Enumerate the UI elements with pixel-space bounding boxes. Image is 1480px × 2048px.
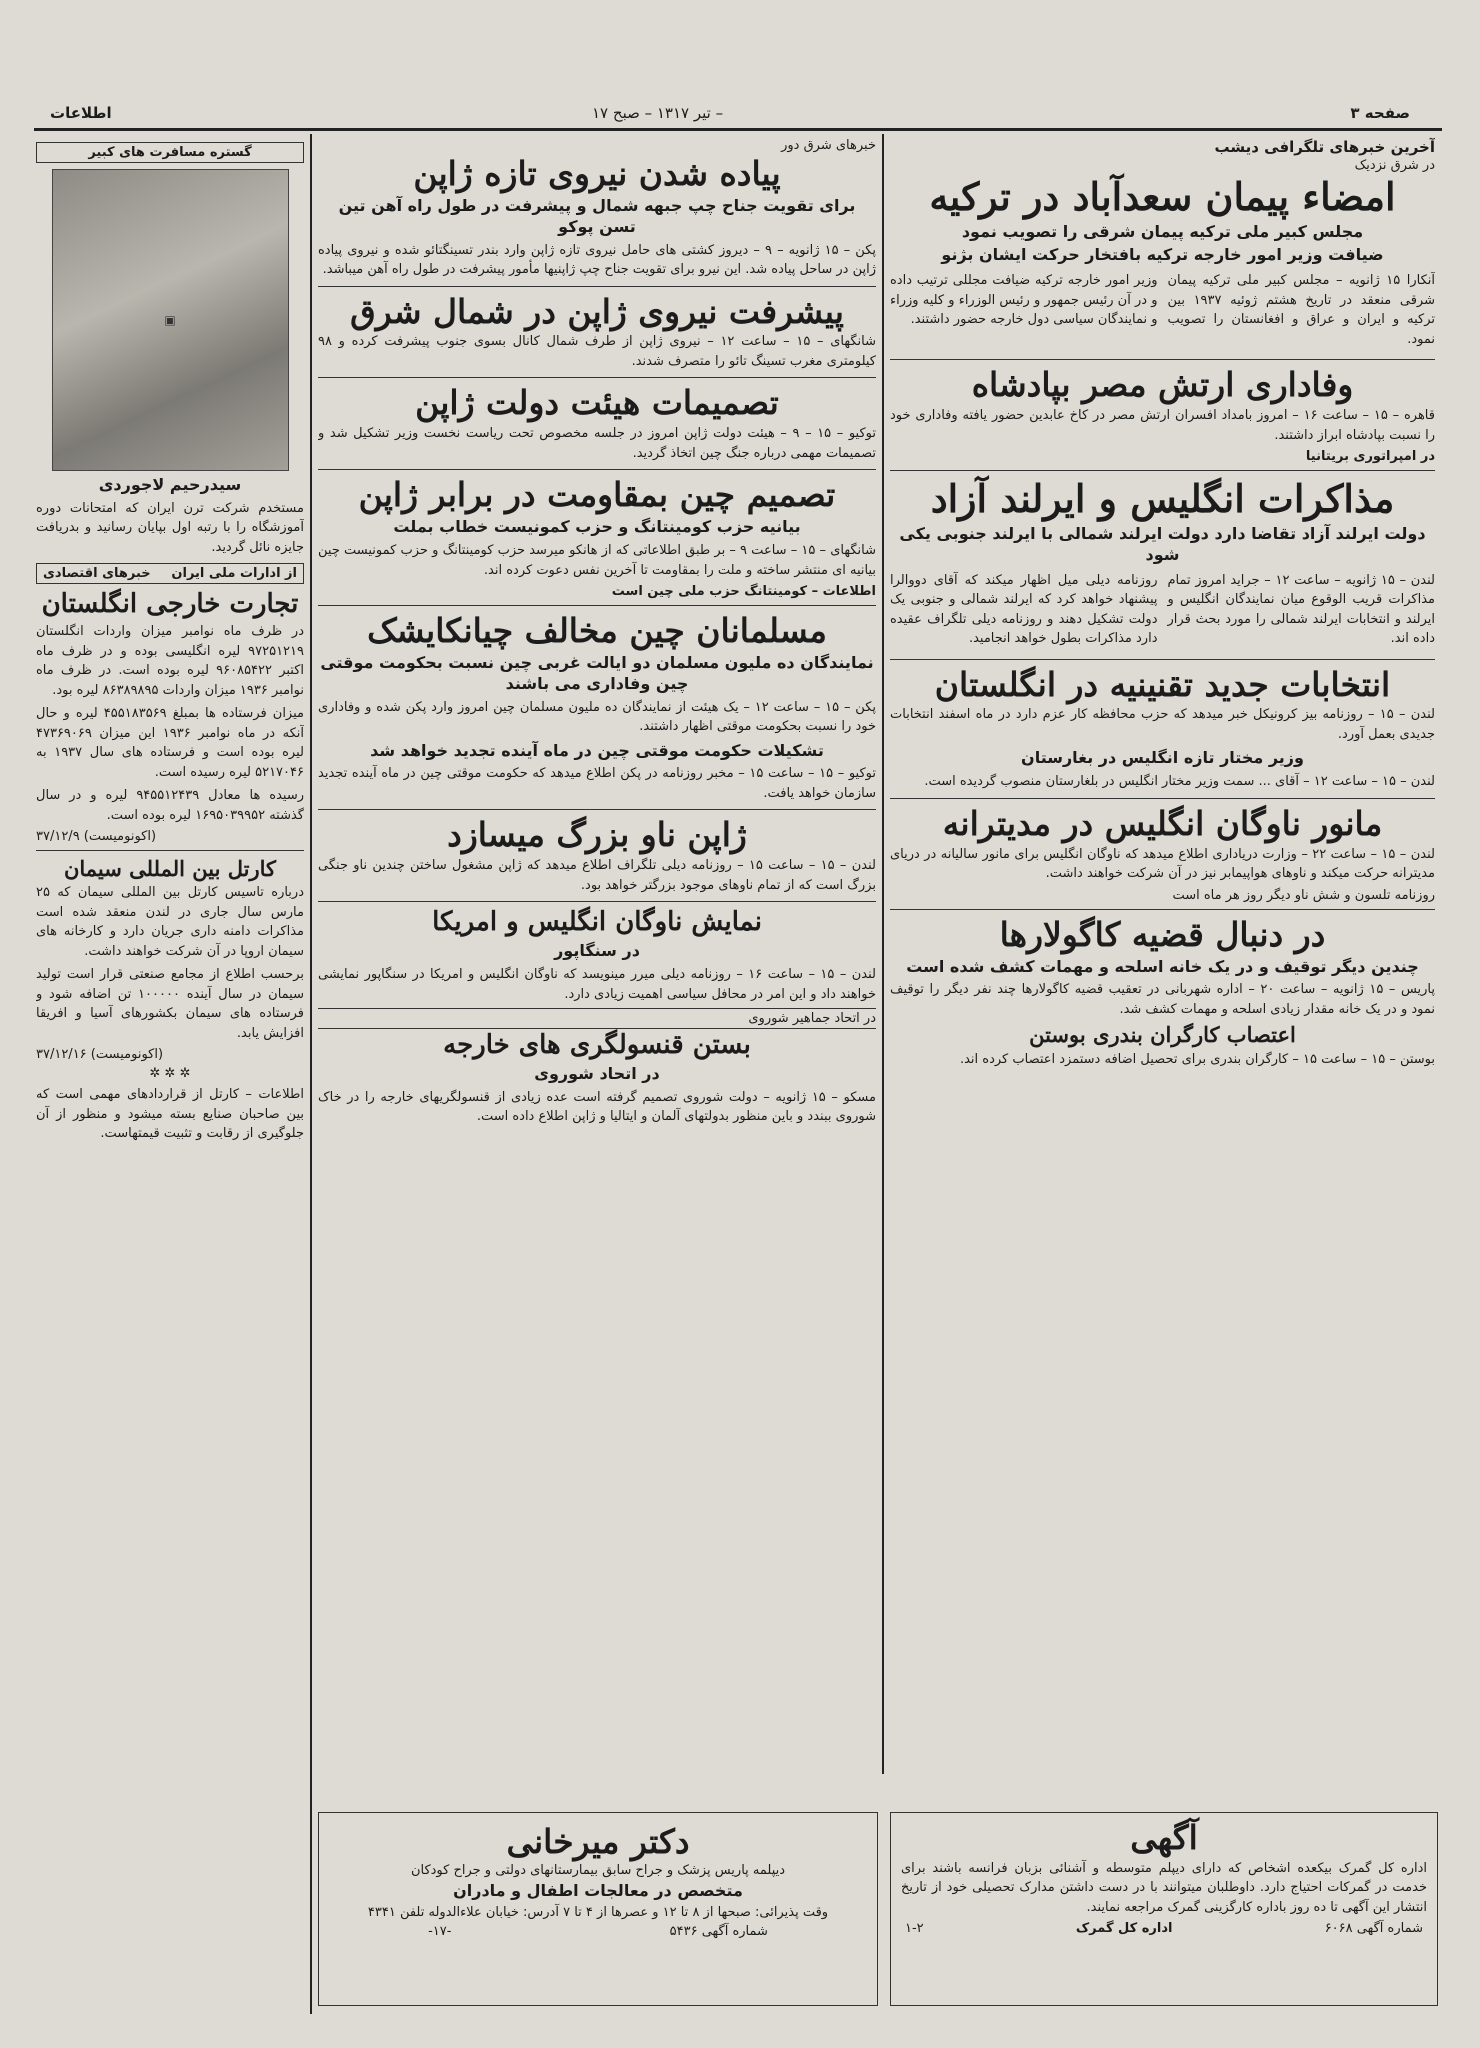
ad-doctor-footer bbox=[319, 1924, 877, 1939]
paragraph: پاریس – ۱۵ ژانویه – ساعت ۲۰ – اداره شهربانی در تعقیب قضیه کاگولارها چند نفر دیگر را توقیف نمود و در یک خانه مقدار زیادی اسلحه و مهمات کشف شد. bbox=[890, 982, 1435, 1017]
section-kicker: در امپراتوری بریتانیا bbox=[1305, 449, 1435, 465]
editor-note: اطلاعات – کومینتانگ حزب ملی چین است bbox=[611, 584, 876, 600]
divider bbox=[890, 470, 1435, 471]
feature-box-title bbox=[36, 142, 304, 163]
headline-japan-landing: پیاده شدن نیروی تازه ژاپن bbox=[413, 154, 781, 193]
top-line: آخرین خبرهای تلگرافی دیشب bbox=[1214, 138, 1435, 156]
paragraph: پکن – ۱۵ ژانویه – ۹ – دیروز کشتی های حامل نیروی تازه ژاپن وارد بندر تسینگتائو شده و نیروی پیاده ژاپن در ساحل پیاده شد. این نیرو برای تقویت جناح چپ ژاپنیها مأمور پیشرفت در طول راه آهن میباشد. bbox=[318, 242, 876, 278]
subhead-saadabad-1: مجلس کبیر ملی ترکیه پیمان شرقی را تصویب نمود bbox=[961, 221, 1364, 241]
subhead-saadabad-2: ضیافت وزیر امور خارجه ترکیه بافتخار حرکت ایشان بژنو bbox=[941, 245, 1384, 265]
feature-box-label: گستره مسافرت های کبیر bbox=[88, 145, 252, 160]
headline-ireland: مذاکرات انگلیس و ایرلند آزاد bbox=[930, 476, 1395, 522]
headline-uk-elections: انتخابات جدید تقنینیه در انگلستان bbox=[934, 664, 1391, 704]
portrait-photo bbox=[52, 169, 289, 471]
ad-customs-body: اداره کل گمرک بیکعده اشخاص که دارای دیپلم متوسطه و آشنائی بزبان فرانسه باشند برای خدمت در گمرکات احتیاج دارد. داوطلبان میتوانند با در دست داشتن مدارک تحصیلی خود از تاریخ انتشار این آگهی تا ده روز باداره کارگزینی گمرک مراجعه نمایند. bbox=[901, 1860, 1427, 1915]
paragraph: روزنامه دیلی میل اظهار میکند که آقای دووالرا پیشنهاد خواهد کرد که ایرلند شمالی و جنوبی یک دولت تشکیل دهند و روزنامه دیلی تلگراف عقیده دارد مذاکرات بطول خواهد انجامید. bbox=[890, 572, 1158, 646]
right-column bbox=[890, 136, 1435, 1766]
ad-number: شماره آگهی ۶۰۶۸ bbox=[1324, 1921, 1423, 1937]
paragraph: بوستن – ۱۵ – ساعت ۱۵ – کارگران بندری برای تحصیل اضافه دستمزد اعتصاب کرده اند. bbox=[959, 1051, 1435, 1067]
divider bbox=[318, 809, 876, 810]
divider bbox=[318, 605, 876, 606]
paragraph: لندن – ۱۵ – ساعت ۱۶ – روزنامه دیلی میرر مینویسد که ناوگان انگلیس و امریکا در سنگاپور نمایشی خواهند داد و این امر در محافل سیاسی اهمیت زیادی دارد. bbox=[318, 967, 876, 1002]
ad-doctor-line2: متخصص در معالجات اطفال و مادران bbox=[453, 1880, 743, 1900]
paragraph: توکیو – ۱۵ – ساعت ۱۵ – مخبر روزنامه در پکن اطلاع میدهد که حکومت موقتی چین در ماه آینده تجدید سازمان خواهد یافت. bbox=[318, 766, 876, 801]
column-rule-left bbox=[310, 134, 312, 2014]
divider bbox=[318, 377, 876, 378]
left-column bbox=[36, 136, 304, 2006]
subhead-china-muslims: نمایندگان ده ملیون مسلمان دو ایالت غربی چین نسبت بحکومت موقتی چین وفاداری می باشند bbox=[320, 653, 874, 693]
header-rule bbox=[34, 128, 1442, 131]
headline-japan-northeast: پیشرفت نیروی ژاپن در شمال شرق bbox=[350, 291, 844, 331]
divider bbox=[318, 901, 876, 902]
headline-saadabad: امضاء پیمان سعدآباد در ترکیه bbox=[929, 174, 1396, 219]
headline-japan-ship: ژاپن ناو بزرگ میسازد bbox=[447, 815, 747, 855]
page-number-label: صفحه ۳ bbox=[1350, 104, 1410, 122]
paragraph: مستخدم شرکت ترن ایران که امتحانات دوره آموزشگاه را با رتبه اول بپایان رسانید و بدریافت جایزه نائل گردید. bbox=[36, 500, 304, 555]
paragraph: میزان فرستاده ها بمبلغ ۴۵۵۱۸۳۵۶۹ لیره و حال آنکه در ماه نوامبر ۱۹۳۶ این میزان ۴۷۳۶۹۰۶۹ لیره بوده است و فرستاده های سال ۱۹۳۷ به ۵۲۱۷۰۴۶ لیره رسیده است. bbox=[36, 706, 304, 780]
paragraph: شانگهای – ۱۵ – ساعت ۱۲ – نیروی ژاپن از طرف شمال کانال بسوی جنوب پیشرفت کرده و ۹۸ کیلومتری مغرب تسینگ تائو را متصرف شدند. bbox=[318, 334, 876, 369]
subhead-consulates: در اتحاد شوروی bbox=[534, 1063, 660, 1083]
ad-doctor bbox=[318, 1812, 878, 2006]
paragraph: رسیده ها معادل ۹۴۵۵۱۲۴۳۹ لیره و در سال گذشته ۱۶۹۵۰۳۹۹۵۲ لیره بوده است. bbox=[36, 788, 304, 823]
headline-china-resistance: تصمیم چین بمقاومت در برابر ژاپن bbox=[358, 475, 836, 515]
source-note: (اکونومیست) ۳۷/۱۲/۹ bbox=[36, 829, 157, 845]
ad-customs-title: آگهی bbox=[1130, 1818, 1198, 1857]
star-ornament-icon: ✲ ✲ ✲ bbox=[149, 1066, 191, 1082]
divider bbox=[890, 659, 1435, 660]
paragraph: توکیو – ۱۵ – ۹ – هیئت دولت ژاپن امروز در جلسه مخصوص تحت ریاست نخست وزیر تشکیل شد و تصمیمات مهمی درباره جنگ چین اتخاذ گردید. bbox=[318, 426, 876, 461]
subhead-ireland: دولت ایرلند آزاد تقاضا دارد دولت ایرلند شمالی با ایرلند جنوبی یکی شود bbox=[899, 523, 1426, 564]
ad-doctor-line3: وقت پذیرائی: صبحها از ۸ تا ۱۲ و عصرها از ۴ تا ۷ آدرس: خیابان علاءالدوله تلفن ۴۳۴۱ bbox=[367, 1904, 829, 1920]
paragraph: برحسب اطلاع از مجامع صنعتی قرار است تولید سیمان در سال آینده ۱۰۰۰۰۰ تن اضافه شود و فرستاده های سیمان بکشورهای آسیا و افریقا افزایش یابد. bbox=[36, 967, 304, 1041]
subhead-provisional-govt: تشکیلات حکومت موقتی چین در ماه آینده تجدید خواهد شد bbox=[370, 740, 824, 760]
paper-name: اطلاعات bbox=[50, 104, 112, 122]
subhead-bulgaria: وزیر مختار تازه انگلیس در بغارستان bbox=[1021, 748, 1304, 768]
page-header bbox=[32, 104, 1440, 126]
headline-cement-cartel: کارتل بین المللی سیمان bbox=[63, 856, 277, 882]
right-kicker: در شرق نزدیک bbox=[1354, 158, 1435, 173]
headline-egypt-army: وفاداری ارتش مصر بپادشاه bbox=[971, 365, 1354, 405]
section-kicker-ussr: در اتحاد جماهیر شوروی bbox=[318, 1008, 876, 1029]
paragraph: روزنامه تلسون و شش ناو دیگر روز هر ماه است bbox=[1172, 887, 1435, 903]
paragraph: لندن – ۱۵ – ساعت ۲۲ – وزارت دریاداری اطلاع میدهد که ناوگان انگلیس برای مانور سالیانه در دریای مدیترانه حرکت میکند و ناوهای هواپیمابر نیز در آن شرکت خواهند داشت. bbox=[890, 846, 1435, 882]
subhead-cagoulards: چندین دیگر توقیف و در یک خانه اسلحه و مهمات کشف شده است bbox=[906, 956, 1419, 976]
headline-consulates: بستن قنسولگری های خارجه bbox=[443, 1030, 751, 1061]
paragraph: مسکو – ۱۵ ژانویه – دولت شوروی تصمیم گرفته است عده زیادی از قنسولگریهای خارجه را در خاک شوروی ببندد و باین منظور بدولتهای آلمان و ایتالیا و ژاپن اطلاع داده است. bbox=[318, 1089, 876, 1125]
paragraph: آنکارا ۱۵ ژانویه – مجلس کبیر ملی ترکیه پیمان شرقی منعقد در تاریخ هشتم ژوئیه ۱۹۳۷ بین ترکیه و ایران و عراق و افغانستان را تصویب نمود. bbox=[1167, 273, 1435, 347]
paragraph: لندن – ۱۵ – ساعت ۱۲ – آقای ... سمت وزیر مختار انگلیس در بلغارستان منصوب گردیده است. bbox=[924, 774, 1435, 790]
box-right-label: از ادارات ملی ایران bbox=[171, 566, 297, 582]
header-date: ۱۷ تیر ۱۳۱۷ – صبح – bbox=[592, 104, 724, 122]
subhead-japan-landing: برای تقویت جناح چپ جبهه شمال و پیشرفت در طول راه آهن تین تسن پوکو bbox=[338, 195, 856, 236]
divider bbox=[318, 469, 876, 470]
divider bbox=[890, 359, 1435, 360]
headline-mediterranean: مانور ناوگان انگلیس در مدیترانه bbox=[942, 803, 1383, 843]
ad-number: شماره آگهی ۵۴۳۶ bbox=[669, 1923, 768, 1939]
headline-fleet-show: نمایش ناوگان انگلیس و امریکا bbox=[432, 907, 762, 938]
middle-column bbox=[318, 136, 876, 1801]
paragraph: پکن – ۱۵ – ساعت ۱۲ – یک هیئت از نمایندگان ده ملیون مسلمان چین امروز وارد پکن شده و وفاداری خود را نسبت بحکومت موقتی اظهار داشتند. bbox=[318, 699, 876, 735]
divider bbox=[318, 286, 876, 287]
ad-issuer: اداره کل گمرک bbox=[1075, 1921, 1173, 1937]
paragraph: قاهره – ۱۵ – ساعت ۱۶ – امروز بامداد افسران ارتش مصر در کاخ عابدین حضور یافته وفاداری خود را نسبت بپادشاه ابراز داشتند. bbox=[890, 408, 1435, 443]
ad-doctor-title: دکتر میرخانی bbox=[506, 1822, 690, 1861]
headline-boston-strike: اعتصاب کارگران بندری بوستن bbox=[1029, 1022, 1296, 1048]
paragraph: لندن – ۱۵ – روزنامه بیز کرونیکل خبر میدهد که حزب محافظه کار عزم دارد در ماه اسفند انتخابات جدیدی بعمل آورد. bbox=[890, 707, 1435, 742]
paragraph: لندن – ۱۵ – ساعت ۱۵ – روزنامه دیلی تلگراف اطلاع میدهد که ژاپن مشغول ساختن چندین ناو جنگی بزرگ است که از تمام ناوهای موجود بزرگتر خواهد بود. bbox=[318, 858, 876, 893]
headline-uk-trade: تجارت خارجی انگلستان bbox=[41, 589, 299, 620]
paragraph: در ظرف ماه نوامبر میزان واردات انگلستان ۹۷۲۵۱۲۱۹ لیره انگلیسی بوده و در ظرف ماه اکتبر ۹۶۰۸۵۴۲۲ لیره بوده است. در ظرف ماه نوامبر ۱۹۳۶ میزان واردات ۸۶۳۸۹۸۹۵ لیره بود. bbox=[36, 624, 304, 698]
subhead-china-resistance: بیانیه حزب کومینتانگ و حزب کمونیست خطاب بملت bbox=[393, 517, 801, 537]
page-number: -۱۷- bbox=[428, 1923, 452, 1939]
paragraph: درباره تاسیس کارتل بین المللی سیمان که ۲۵ مارس سال جاری در لندن منعقد شده است مذاکرات دامنه داری جریان دارد و کارخانه های سیمان اروپا در آن شرکت خواهند داشت. bbox=[36, 885, 304, 959]
photo-caption: سیدرحیم لاجوردی bbox=[98, 475, 242, 494]
ad-customs bbox=[890, 1812, 1438, 2006]
divider bbox=[890, 909, 1435, 910]
middle-kicker: خبرهای شرق دور bbox=[781, 138, 876, 153]
column-rule-right bbox=[882, 134, 884, 1774]
headline-cagoulards: در دنبال قضیه کاگولارها bbox=[999, 914, 1326, 954]
ireland-body bbox=[890, 569, 1435, 653]
section-box-economic bbox=[36, 563, 304, 584]
paragraph: شانگهای – ۱۵ – ساعت ۹ – بر طبق اطلاعاتی که از هانکو میرسد حزب کومینتانگ و حزب کمونیست چین بیانیه ای منتشر ساخته و ملت را بمقاومت تا آخرین نفس دعوت کرده اند. bbox=[318, 543, 876, 578]
ad-doctor-line1: دیپلمه پاریس پزشک و جراح سابق بیمارستانهای دولتی و جراح کودکان bbox=[410, 1862, 786, 1878]
headline-china-muslims: مسلمانان چین مخالف چیانکایشک bbox=[367, 611, 827, 651]
divider bbox=[36, 850, 304, 851]
box-left-label: خبرهای اقتصادی bbox=[43, 566, 151, 582]
ad-code: ۱-۲ bbox=[905, 1921, 924, 1937]
source-note: (اکونومیست) ۳۷/۱۲/۱۶ bbox=[36, 1047, 164, 1063]
paragraph: وزیر امور خارجه ترکیه ضیافت مجللی ترتیب داده و در آن رئیس جمهور و رئیس الوزراء و کلیه وزراء و نمایندگان سیاسی دول خارجه حضور داشتند. bbox=[890, 273, 1158, 328]
saadabad-body bbox=[890, 269, 1435, 353]
paragraph: اطلاعات – کارتل از قراردادهای مهمی است که بین صاحبان صنایع بسته میشود و منظور از آن جلوگیری از رقابت و تثبیت قیمتهاست. bbox=[36, 1087, 304, 1142]
ad-customs-footer bbox=[891, 1921, 1437, 1936]
subhead-singapore: در سنگاپور bbox=[554, 941, 640, 961]
photo-placeholder-icon: ▣ bbox=[164, 313, 176, 327]
paragraph: لندن – ۱۵ ژانویه – ساعت ۱۲ – جراید امروز تمام مذاکرات قریب الوقوع میان نمایندگان انگلیس و ایرلند و انتخابات ایرلند شمالی را مورد بحث قرار داده اند. bbox=[1167, 572, 1435, 646]
headline-japan-cabinet: تصمیمات هیئت دولت ژاپن bbox=[415, 383, 779, 423]
divider bbox=[890, 798, 1435, 799]
